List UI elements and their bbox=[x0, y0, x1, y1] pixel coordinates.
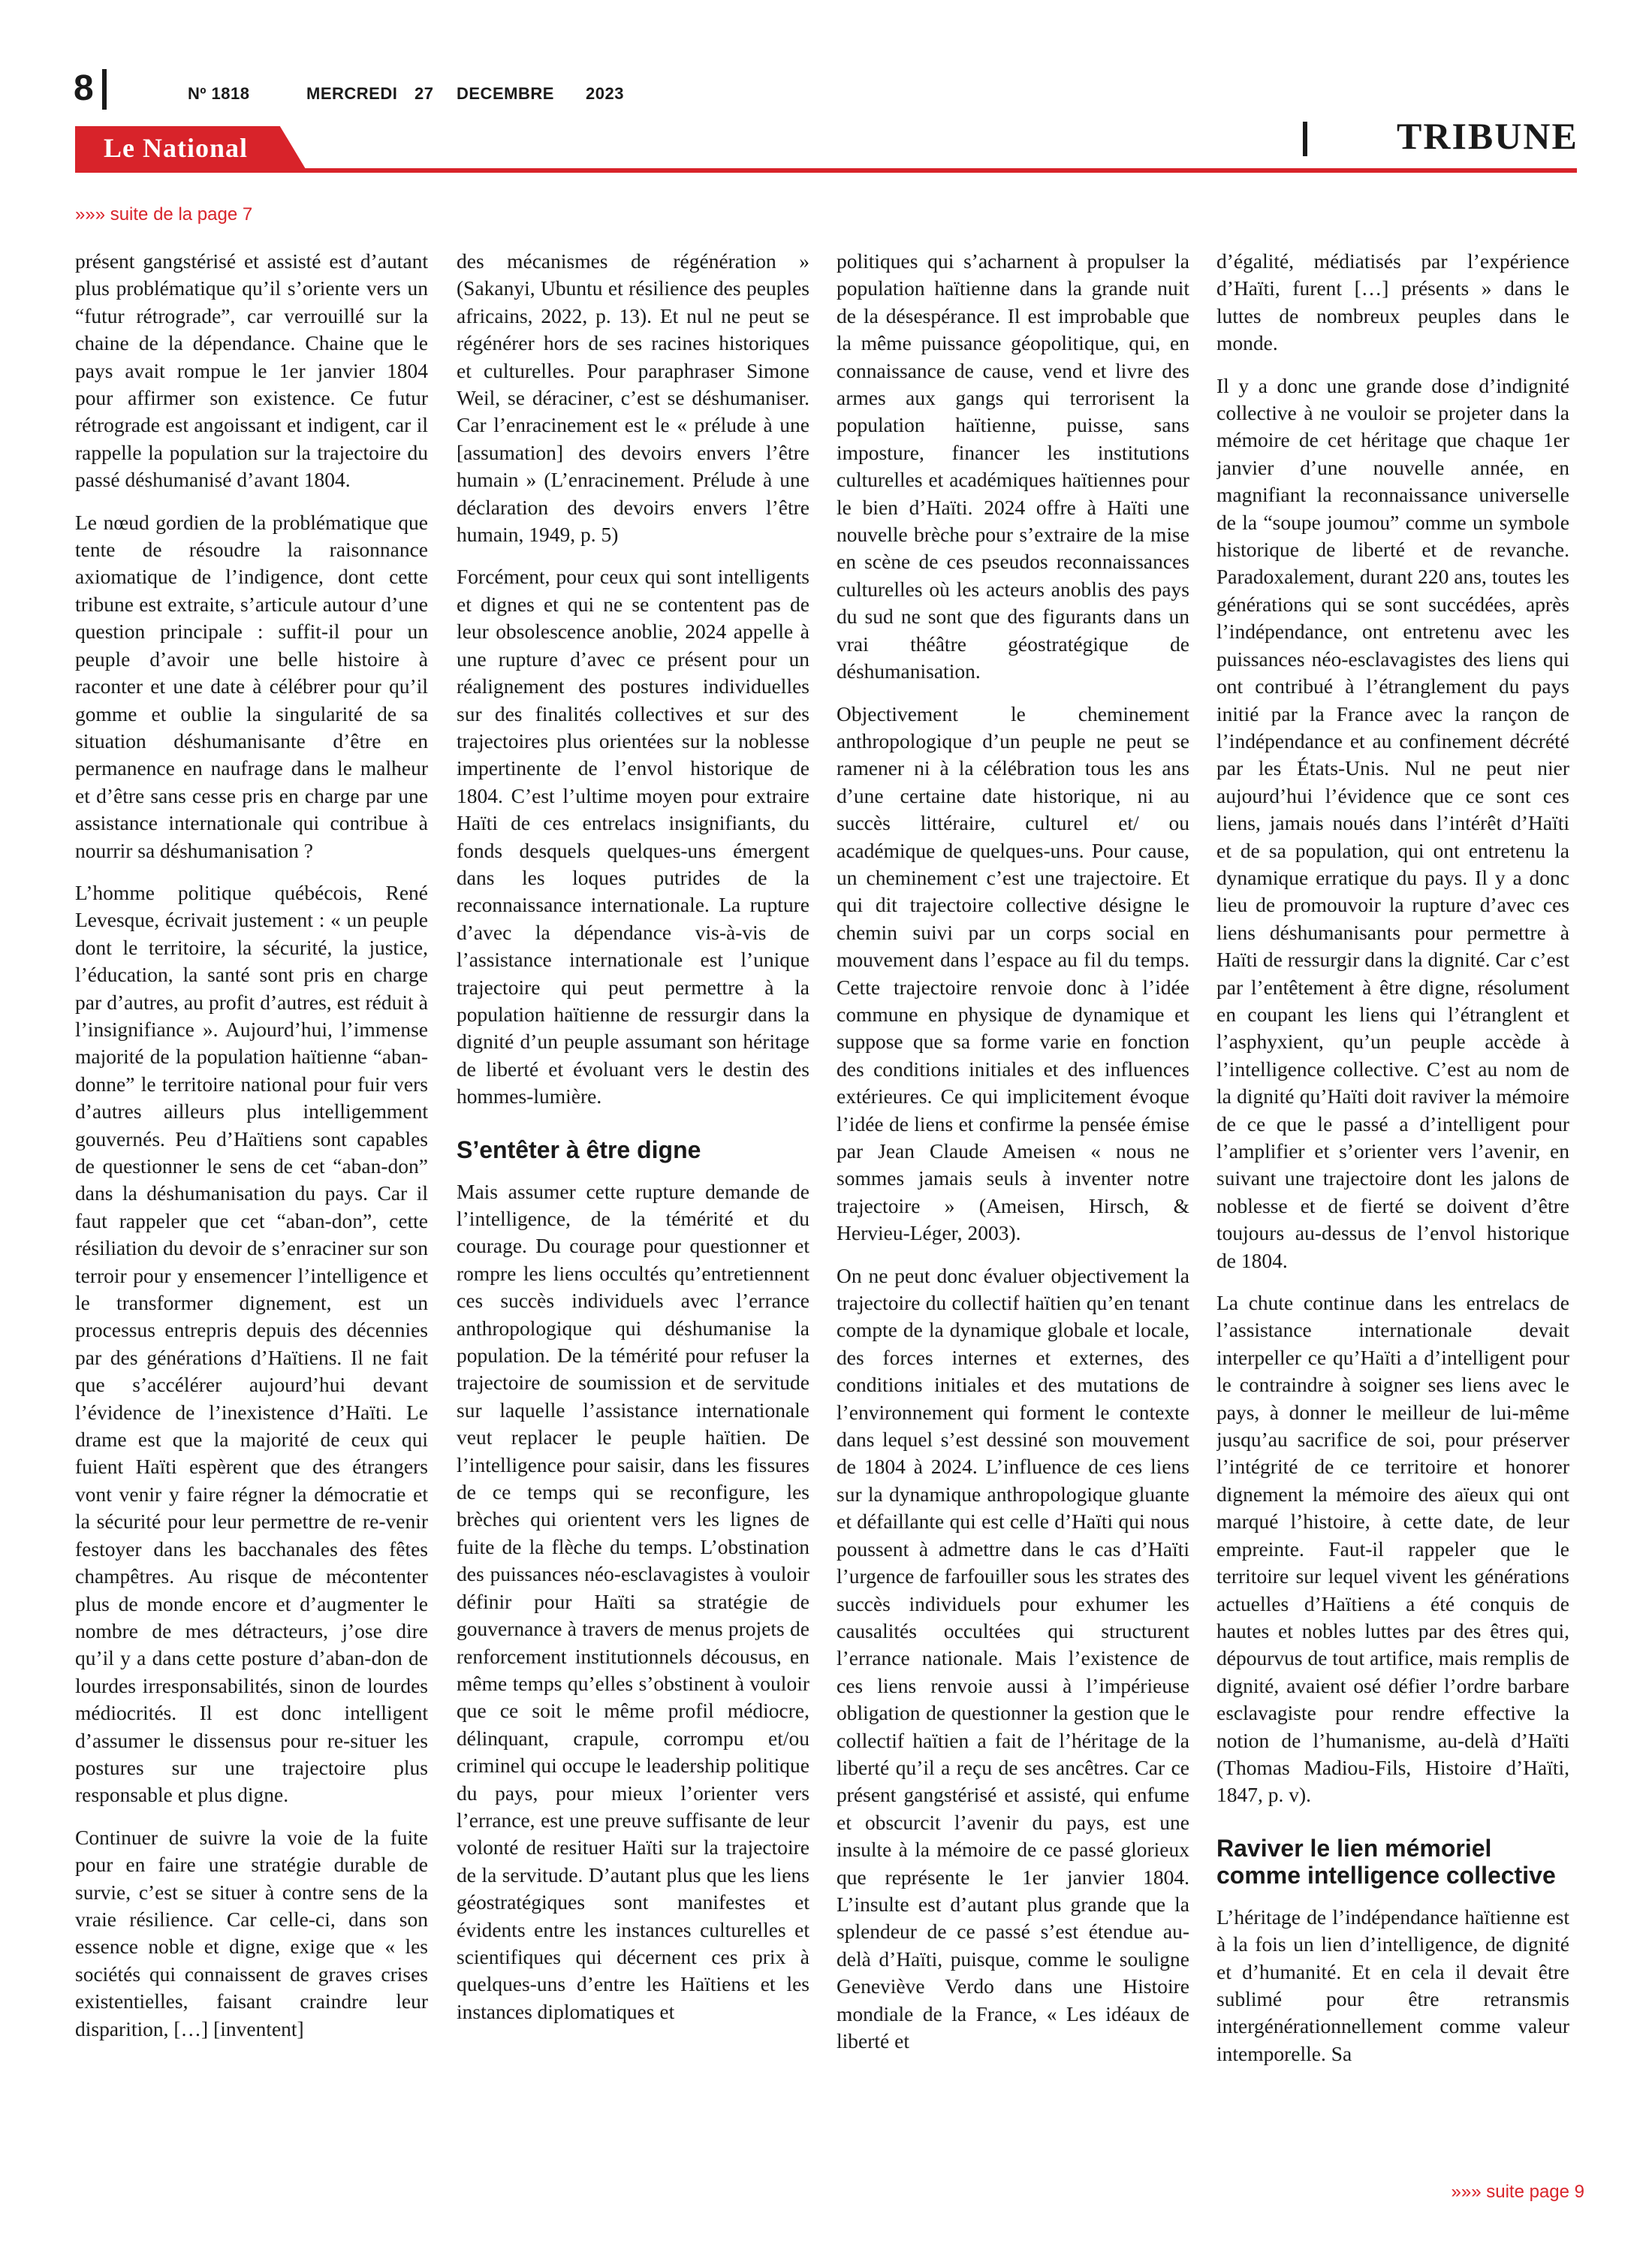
subheading: S’entêter à être digne bbox=[457, 1136, 701, 1163]
subheading: Raviver le lien mémoriel comme intelligence collective bbox=[1216, 1834, 1556, 1889]
paragraph: La chute continue dans les entrelacs de l’assistance internationale devait interpeller ce qu’Haïti a d’intelligent pour le contraindre à soigner ses liens avec le pays, à donner le meilleur de lui-même jusqu’au sacrifice de soi, pour préserver l’intégrité de ce territoire et honorer dignement la mémoire des aïeux qui ont marqué l’histoire, à cette date, de leur empreinte. Faut-il rappeler que le territoire sur lequel vivent les générations actuelles d’Haïtiens a été conquis de hautes et nobles luttes par des êtres qui, dépourvus de tout artifice, mais remplis de dignité, avaient osé défier l’ordre barbare esclavagiste pour rendre effective la notion de l’humanisme, au-delà d’Haïti (Thomas Madiou-Fils, Histoire d’Haïti, 1847, p. v). bbox=[1216, 1291, 1569, 1807]
section-divider bbox=[1303, 122, 1307, 156]
paragraph: Objectivement le cheminement anthropologique d’un peuple ne peut se ramener ni à la célébration tous les ans d’une certaine date historique, ni au succès littéraire, culturel et/ ou académique de quelques-uns. Pour cause, un cheminement c’est une trajectoire. Et qui dit trajectoire collective désigne le chemin suivi par un corps social en mouvement dans l’espace au fil du temps. Cette trajectoire renvoie donc à l’idée commune en physique de dynamique et suppose que sa forme varie en fonction des conditions initiales et des influences extérieures. Ce qui implicitement évoque l’idée de liens et confirme la pensée émise par Jean Claude Ameisen « nous ne sommes jamais seuls à inventer notre trajectoire » (Ameisen, Hirsch, & Hervieu-Léger, 2003). bbox=[837, 701, 1189, 1245]
paragraph: Mais assumer cette rupture demande de l’intelligence, de la témérité et du courage. Du courage pour questionner et rompre les liens occultés qu’entretiennent ces succès individuels avec l’errance anthropologique qui déshumanise la population. De la témérité pour refuser la trajectoire de soumission et de servitude sur laquelle l’assistance internationale veut replacer le peuple haïtien. De l’intelligence pour saisir, dans les fissures de ce temps qui se reconfigure, les brèches qui orientent vers les lignes de fuite de la flèche du temps. L’obstination des puissances néo-esclavagistes à vouloir définir pour Haïti sa stratégie de gouvernance à travers de menus projets de renforcement institutionnels décousus, en même temps qu’elles s’obstinent à vouloir que ce soit le même profil médiocre, délinquant, crapule, corrompu et/ou criminel qui occupe le leadership politique du pays, pour mieux l’orienter vers l’errance, est une preuve suffisante de leur volonté de resituer Haïti sur la trajectoire de la servitude. D’autant plus que les liens géostratégiques sont manifestes et évidents entre les instances culturelles et scientifiques qui décernent ces prix à quelques-uns d’entre les Haïtiens et les instances diplomatiques et bbox=[457, 1179, 809, 2023]
header-rule bbox=[75, 168, 1577, 173]
page-number: 8 bbox=[74, 68, 94, 108]
paragraph: Continuer de suivre la voie de la fuite pour en faire une stratégie durable de survie, c’est se situer à contre sens de la vraie résilience. Car celle-ci, dans son essence noble et digne, exige que « les sociétés qui connaissent de graves crises existentielles, faisant craindre leur disparition, […] [inventent] bbox=[75, 1825, 428, 2040]
column-2 bbox=[457, 248, 809, 2185]
page-header bbox=[0, 0, 1652, 120]
paragraph: présent gangstérisé et assisté est d’autant plus problématique qu’il s’oriente vers un “futur rétrograde”, car verrouillé sur la chaine de la dépendance. Chaine que le pays avait rompue le 1er janvier 1804 pour affirmer son existence. Ce futur rétrograde est angoissant et indigent, car il rappelle la population sur la trajectoire du passé déshumanisé d’avant 1804. bbox=[75, 249, 428, 492]
issue-year: 2023 bbox=[586, 84, 624, 103]
section-title: TRIBUNE bbox=[1397, 115, 1578, 157]
issue-month: DECEMBRE bbox=[457, 84, 554, 103]
column-1 bbox=[75, 248, 428, 2185]
column-3 bbox=[837, 248, 1189, 2185]
continued-from: »»» suite de la page 7 bbox=[75, 204, 253, 225]
issue-number: Nº 1818 bbox=[188, 84, 250, 103]
paragraph: On ne peut donc évaluer objectivement la trajectoire du collectif haïtien qu’en tenant compte de la dynamique globale et locale, des forces internes et externes, des conditions initiales et des mutations de l’environnement qui forment le contexte dans lequel s’est dessiné son mouvement de 1804 à 2024. L’influence de ces liens sur la dynamique anthropologique gluante et défaillante qui est celle d’Haïti qui nous poussent à admettre dans le cas d’Haïti l’urgence de farfouiller sous les strates des succès individuels pour exhumer les causalités occultées qui structurent l’errance nationale. Mais l’existence de ces liens renvoie aussi à l’impérieuse obligation de questionner la gestion que le collectif haïtien a fait de l’héritage de la liberté qu’il a reçu de ses ancêtres. Car ce présent gangstérisé et assisté, qui enfume et obscurcit l’avenir du pays, est une insulte à la mémoire de ce passé glorieux que représente le 1er janvier 1804. L’insulte est d’autant plus grande que la splendeur de ce passé s’est étendue au-delà d’Haïti, puisque, comme le souligne Geneviève Verdo dans une Histoire mondiale de la France, « Les idéaux de liberté et bbox=[837, 1263, 1189, 2052]
paragraph: L’homme politique québécois, René Levesque, écrivait justement : « un peuple dont le territoire, la sécurité, la justice, l’éducation, la santé sont pris en charge par d’autres, au profit d’autres, est réduit à l’insignifiance ». Aujourd’hui, l’immense majorité de la population haïtienne “aban-donne” le territoire national pour fuir vers d’autres ailleurs plus intelligemment gouvernés. Peu d’Haïtiens sont capables de questionner le sens de cet “aban-don” dans la déshumanisation du pays. Car il faut rappeler que cet “aban-don”, cette résiliation du devoir de s’enraciner sur son terroir pour y ensemencer l’intelligence et le transformer dignement, est un processus entrepris depuis des décennies par des générations d’Haïtiens. Il ne fait que s’accélérer aujourd’hui devant l’évidence de l’inexistence d’Haïti. Le drame est que la majorité de ceux qui fuient Haïti espèrent que des étrangers vont venir y faire régner la démocratie et la sécurité pour leur permettre de re-venir festoyer dans les bacchanales des fêtes champêtres. Au risque de mécontenter plus de monde encore et d’augmenter le nombre de mes détracteurs, j’ose dire qu’il y a dans cette posture d’aban-don de lourdes irresponsabilités, sinon de lourdes médiocrités. Il est donc intelligent d’assumer le dissensus pour re-situer les postures sur une trajectoire plus responsable et plus digne. bbox=[75, 880, 428, 1807]
paper-name: Le National bbox=[104, 133, 249, 163]
page-number-divider bbox=[102, 69, 107, 110]
issue-day: 27 bbox=[415, 84, 434, 103]
paragraph: d’égalité, médiatisés par l’expérience d’Haïti, furent […] présents » dans le luttes de nombreux peuples dans le monde. bbox=[1216, 249, 1569, 355]
paragraph: politiques qui s’acharnent à propulser la population haïtienne dans la grande nuit de la désespérance. Il est improbable que la même puissance géopolitique, qui, en connaissance de cause, vend et livre des armes aux gangs qui terrorisent la population haïtienne, puisse, sans imposture, financer les institutions culturelles et académiques haïtiennes pour le bien d’Haïti. 2024 offre à Haïti une nouvelle brèche pour s’extraire de la mise en scène de ces pseudos reconnaissances culturelles où les acteurs anoblis des pays du sud ne sont que des figurants dans un vrai théâtre géostratégique de déshumanisation. bbox=[837, 249, 1189, 683]
continued-on[interactable]: »»» suite page 9 bbox=[1451, 2182, 1584, 2202]
issue-weekday: MERCREDI bbox=[306, 84, 398, 103]
paragraph: des mécanismes de régénération » (Sakanyi, Ubuntu et résilience des peuples africains, 2022, p. 13). Et nul ne peut se régénérer hors de ses racines historiques et culturelles. Pour paraphraser Simone Weil, se déraciner, c’est se déshumaniser. Car l’enracinement est le « prélude à une [assumation] des devoirs envers l’être humain » (L’enracinement. Prélude à une déclaration des devoirs envers l’être humain, 1949, p. 5) bbox=[457, 249, 809, 547]
paragraph: Forcément, pour ceux qui sont intelligents et dignes et qui ne se contentent pas de leur obsolescence anoblie, 2024 appelle à une rupture d’avec ce présent pour un réalignement des postures individuelles sur des finalités collectives et sur des trajectoires plus orientées sur la noblesse impertinente de l’envol historique de 1804. C’est l’ultime moyen pour extraire Haïti de ces entrelacs insignifiants, du fonds desquels quelques-uns émergent dans les loques putrides de la reconnaissance internationale. La rupture d’avec la dépendance vis-à-vis de l’assistance internationale est l’unique trajectoire qui peut permettre à la population haïtienne de ressurgir dans la dignité d’un peuple assumant son héritage de liberté et évoluant vers le destin des hommes-lumière. bbox=[457, 565, 809, 1108]
column-4 bbox=[1216, 248, 1569, 2185]
paragraph: Le nœud gordien de la problématique que tente de résoudre la raisonnance axiomatique de l’indigence, dont cette tribune est extraite, s’articule autour d’une question principale : suffit-il pour un peuple d’avoir une belle histoire à raconter et une date à célébrer pour qu’il gomme et oublie la singularité de sa situation déshumanisante d’être en permanence en naufrage dans le malheur et d’être sans cesse pris en charge par une assistance internationale qui contribue à nourrir sa déshumanisation ? bbox=[75, 510, 428, 862]
paragraph: Il y a donc une grande dose d’indignité collective à ne vouloir se projeter dans la mémoire de cet héritage que chaque 1er janvier d’une nouvelle année, en magnifiant la reconnaissance universelle de la “soupe joumou” comme un symbole historique de liberté et de revanche. Paradoxalement, durant 220 ans, toutes les générations qui se sont succédées, après l’indépendance, ont entretenu avec les puissances néo-esclavagistes des liens qui ont contribué à l’étranglement du pays initié par la France avec la rançon de l’indépendance et au confinement décrété par les États-Unis. Nul ne peut nier aujourd’hui l’évidence que ce sont ces liens, jamais noués dans l’intérêt d’Haïti et de sa population, qui ont entretenu la dynamique erratique du pays. Il y a donc lieu de promouvoir la rupture d’avec ces liens déshumanisants pour permettre à Haïti de ressurgir dans la dignité. Car c’est par l’entêtement à être digne, résolument en coupant les liens qui l’étranglent et l’asphyxient, qu’un peuple accède à l’intelligence collective. C’est au nom de la dignité qu’Haïti doit raviver la mémoire de ce que le passé a d’intelligent pour l’amplifier et s’orienter vers l’avenir, en suivant une trajectoire dont les jalons de noblesse et de fierté se doivent d’être toujours au-dessus de l’envol historique de 1804. bbox=[1216, 373, 1569, 1272]
paragraph: L’héritage de l’indépendance haïtienne est à la fois un lien d’intelligence, de dignité et d’humanité. Et en cela il devait être sublimé pour être retransmis intergénérationnellement comme valeur intemporelle. Sa bbox=[1216, 1905, 1569, 2065]
